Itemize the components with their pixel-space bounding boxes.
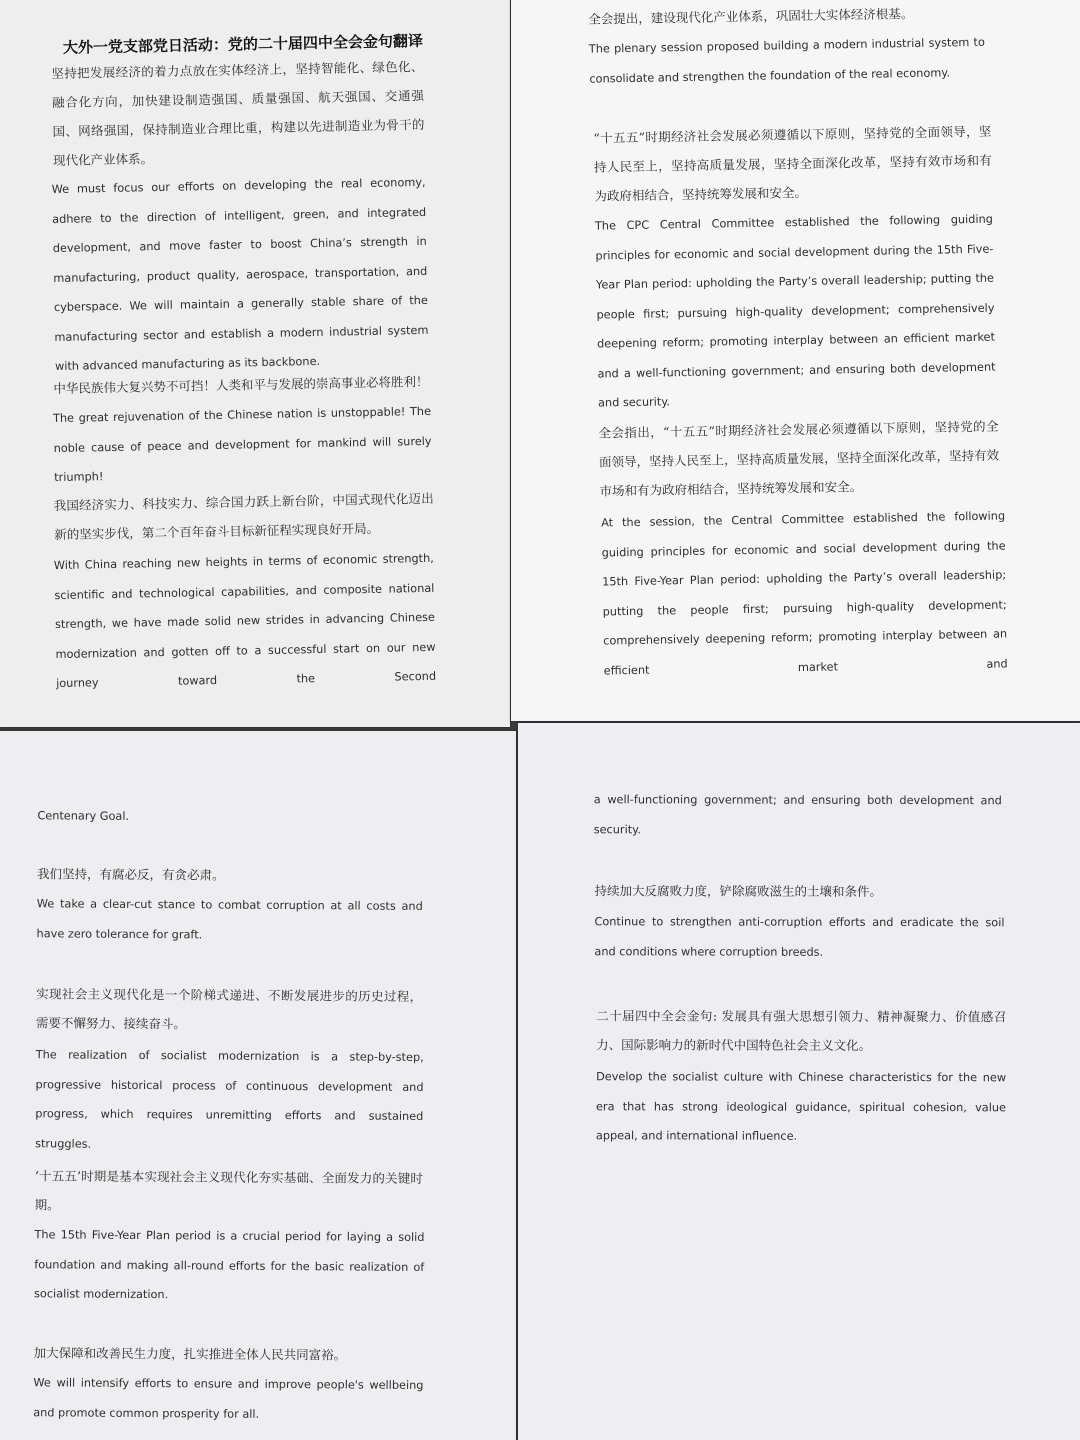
document-page-4 (518, 723, 1080, 1440)
page-3-paragraph-1-chinese: 我们坚持，有腐必反，有贪必肃。 (36, 866, 225, 883)
page-1-paragraph-3-chinese: 我国经济实力、科技实力、综合国力跃上新台阶，中国式现代化迈出新的坚实步伐，第二个百年奋斗目标新征程实现良好开局。 (53, 490, 434, 543)
page-3-paragraph-0-english: Centenary Goal. (37, 809, 130, 823)
page-1-paragraph-2-english: The great rejuvenation of the Chinese nation is unstoppable! The noble cause of peace and development for mankind will surely triumph! (52, 404, 432, 485)
page-2-paragraph-2-english: The CPC Central Committee established the following guiding principles for economic and social development during the 15th Five-Year Plan period: upholding the Party’s overall leadership; putting the people first; pursuing high-quality development; comprehensively deepening reform; promoting interplay between an efficient market and a well-functioning government; and ensuring both development and security. (594, 212, 996, 410)
page-2-paragraph-1-chinese: 全会提出，建设现代化产业体系，巩固壮大实体经济根基。 (588, 5, 914, 27)
page-2-paragraph-3-chinese: 全会指出，“十五五”时期经济社会发展必须遵循以下原则，坚持党的全面领导，坚持人民至上，坚持高质量发展，坚持全面深化改革，坚持有效市场和有为政府相结合，坚持统筹发展和安全。 (598, 418, 1000, 499)
page-2-paragraph-1-english: The plenary session proposed building a modern industrial system to consolidate and strengthen the foundation of the real economy. (588, 35, 985, 86)
page-3-paragraph-4-chinese: 加大保障和改善民生力度，扎实推进全体人民共同富裕。 (33, 1345, 347, 1363)
page-1-paragraph-1-english: We must focus our efforts on developing the real economy, adhere to the direction of intelligent, green, and integrated development, and move faster to boost China’s strength in manufacturing, product quality, aerospace, transportation, and cyberspace. We will maintain a generally stable share of the manufacturing sector and establish a modern industrial system with advanced manufacturing as its backbone. (51, 175, 429, 374)
page-4-paragraph-1-english: Continue to strengthen anti-corruption efforts and eradicate the soil and conditions where corruption breeds. (594, 915, 1005, 959)
page-4-paragraph-2-chinese: 二十届四中全会金句: 发展具有强大思想引领力、精神凝聚力、价值感召力、国际影响力的新时代中国特色社会主义文化。 (596, 1008, 1007, 1053)
page-4-paragraph-0-english: a well-functioning government; and ensuring both development and security. (593, 793, 1002, 836)
page-3-paragraph-3-chinese: ‘十五五’时期是基本实现社会主义现代化夯实基础、全面发力的关键时期。 (34, 1168, 423, 1213)
page-4-paragraph-2-english: Develop the socialist culture with Chinese characteristics for the new era that has strong ideological guidance, spiritual cohesion, value appeal, and international influence. (595, 1070, 1007, 1143)
document-page-3 (0, 731, 516, 1440)
page-1-paragraph-2-chinese: 中华民族伟大复兴势不可挡！人类和平与发展的崇高事业必将胜利！ (53, 373, 429, 397)
page-3-paragraph-2-chinese: 实现社会主义现代化是一个阶梯式递进、不断发展进步的历史过程，需要不懈努力、接续奋斗。 (35, 986, 423, 1032)
page-title: 大外一党支部党日活动：党的二十届四中全会金句翻译 (62, 31, 424, 57)
document-page-1 (0, 0, 510, 727)
page-3-paragraph-3-english: The 15th Five-Year Plan period is a crucial period for laying a solid foundation and making all-round efforts for the basic realization of socialist modernization. (34, 1228, 425, 1302)
page-3-paragraph-1-english: We take a clear-cut stance to combat corruption at all costs and have zero tolerance for graft. (36, 897, 423, 941)
page-3-paragraph-4-english: We will intensify efforts to ensure and improve people's wellbeing and promote common prosperity for all. (33, 1376, 424, 1421)
document-page-2 (511, 0, 1080, 721)
page-1-paragraph-3-english: With China reaching new heights in terms of economic strength, scientific and technological capabilities, and composite national strength, we have made solid new strides in advancing Chinese modernization and gotten off to a successful start on our new journey toward the Second (53, 551, 437, 691)
page-2-paragraph-2-chinese: “十五五”时期经济社会发展必须遵循以下原则，坚持党的全面领导，坚持人民至上，坚持高质量发展，坚持全面深化改革，坚持有效市场和有为政府相结合，坚持统筹发展和安全。 (593, 123, 992, 204)
page-2-paragraph-3-english: At the session, the Central Committee established the following guiding principles for economic and social development during the 15th Five-Year Plan period: upholding the Party’s overall leadership; putting the people first; pursuing high-quality development; comprehensively deepening reform; promoting interplay between an efficient market and (601, 509, 1008, 677)
page-3-paragraph-2-english: The realization of socialist modernization is a step-by-step, progressive historical process of continuous development and progress, which requires unremitting efforts and sustained struggles. (35, 1048, 424, 1151)
page-4-paragraph-1-chinese: 持续加大反腐败力度，铲除腐败滋生的土壤和条件。 (594, 883, 883, 899)
page-1-paragraph-1-chinese: 坚持把发展经济的着力点放在实体经济上，坚持智能化、绿色化、融合化方向，加快建设制造强国、质量强国、航天强国、交通强国、网络强国，保持制造业合理比重，构建以先进制造业为骨干的现代化产业体系。 (51, 58, 425, 169)
